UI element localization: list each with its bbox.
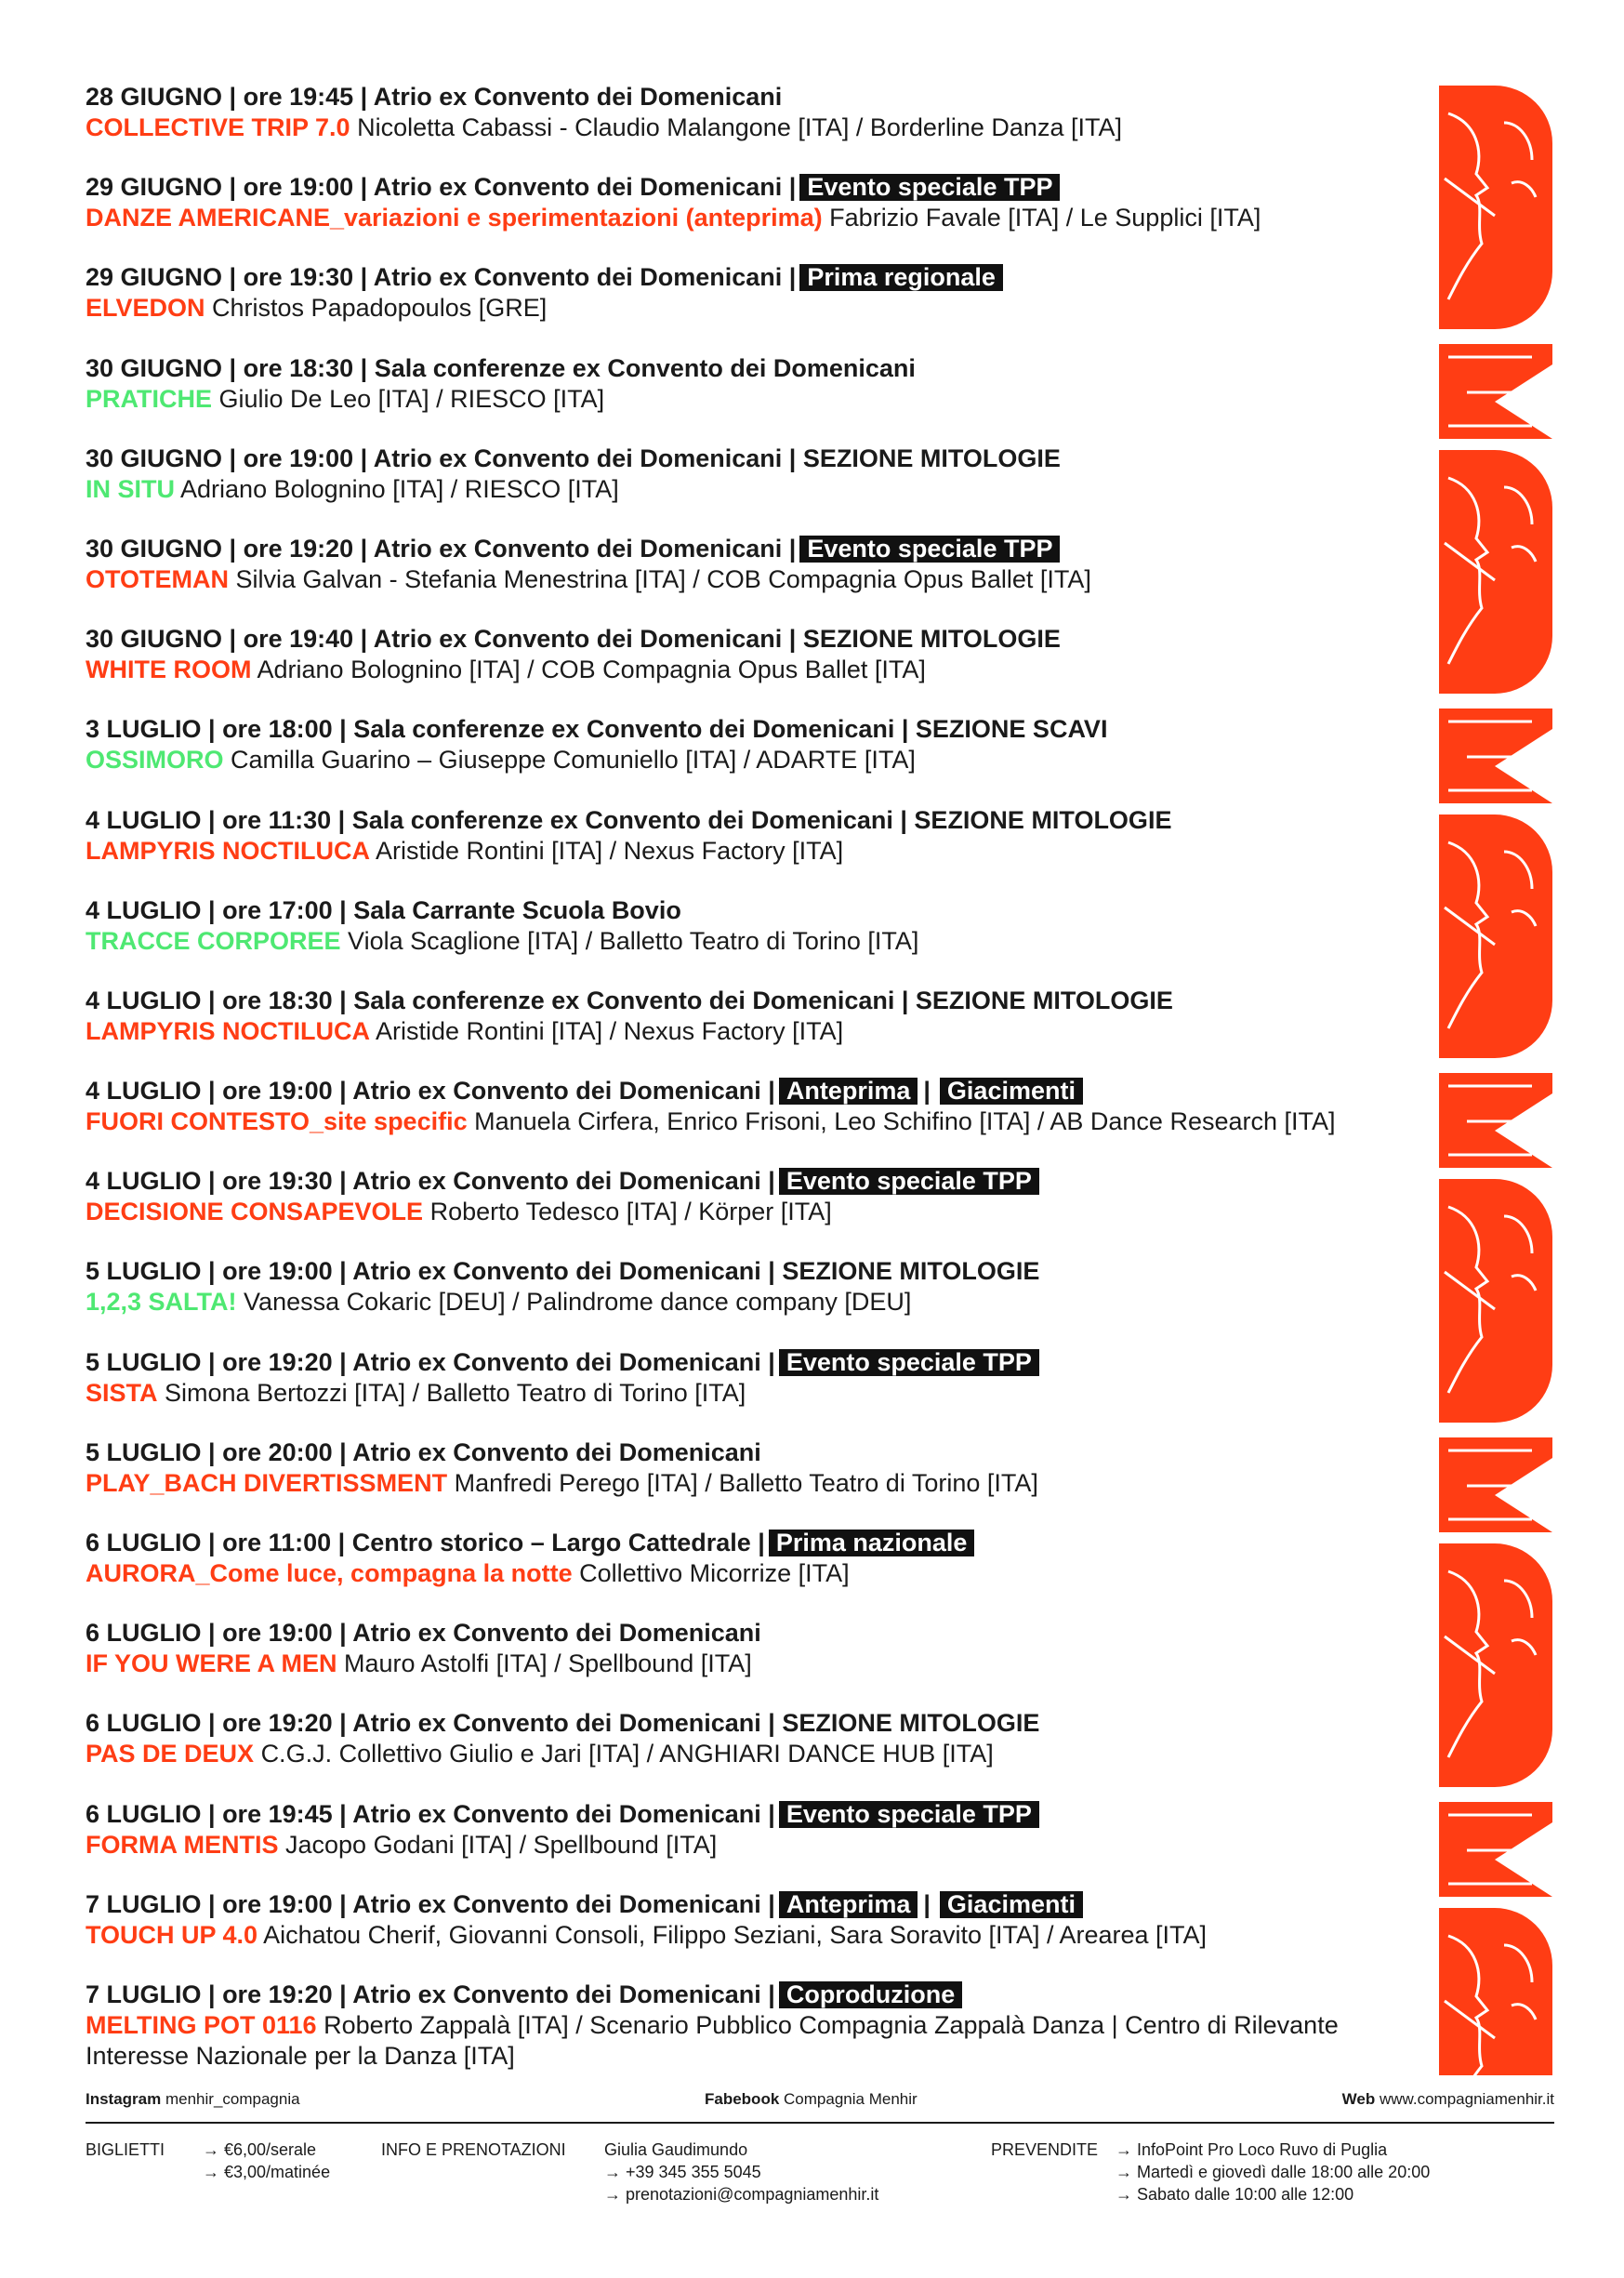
event-header <box>86 895 1433 926</box>
event-date-venue: 6 LUGLIO | ore 19:45 | Atrio ex Convento dei Domenicani | <box>86 1799 775 1828</box>
event-credits: Viola Scaglione [ITA] / Balletto Teatro di Torino [ITA] <box>348 926 919 955</box>
event-tag: Evento speciale TPP <box>799 536 1060 563</box>
event-tag: Giacimenti <box>940 1078 1083 1105</box>
event-details <box>86 1197 1433 1227</box>
prevendite-hours-saturday: → Sabato dalle 10:00 alle 12:00 <box>1116 2185 1354 2204</box>
event-title: LAMPYRIS NOCTILUCA <box>86 1016 370 1045</box>
facebook-contact[interactable] <box>705 2089 918 2110</box>
web-label: Web <box>1341 2090 1376 2108</box>
info-details <box>604 2139 878 2205</box>
event-item <box>86 624 1433 714</box>
event-details <box>86 203 1433 233</box>
event-tag: Evento speciale TPP <box>779 1168 1039 1195</box>
info-phone[interactable]: → +39 345 355 5045 <box>604 2163 761 2181</box>
event-details <box>86 1106 1433 1137</box>
event-header <box>86 172 1433 203</box>
event-credits: Camilla Guarino – Giuseppe Comuniello [ITA] / ADARTE [ITA] <box>231 746 916 775</box>
event-date-venue: 29 GIUGNO | ore 19:30 | Atrio ex Convento dei Domenicani | <box>86 263 797 292</box>
event-header <box>86 1889 1433 1920</box>
event-header <box>86 714 1433 745</box>
event-details <box>86 1830 1433 1861</box>
price-serale: → €6,00/serale <box>203 2140 317 2159</box>
event-date-venue: 7 LUGLIO | ore 19:20 | Atrio ex Convento dei Domenicani | <box>86 1980 775 2008</box>
footer-contacts <box>86 2089 1554 2126</box>
info-email[interactable]: → prenotazioni@compagniamenhir.it <box>604 2185 879 2204</box>
event-title: SISTA <box>86 1378 158 1407</box>
event-header <box>86 82 1433 113</box>
event-details <box>86 564 1433 595</box>
decorative-face-pattern <box>1439 86 1560 2075</box>
event-details <box>86 1558 1433 1589</box>
event-title: PRATICHE <box>86 384 213 413</box>
event-date-venue: 5 LUGLIO | ore 19:00 | Atrio ex Convento dei Domenicani | SEZIONE MITOLOGIE <box>86 1257 1040 1286</box>
event-item <box>86 172 1433 262</box>
event-date-venue: 5 LUGLIO | ore 20:00 | Atrio ex Convento dei Domenicani <box>86 1437 761 1466</box>
event-credits: Silvia Galvan - Stefania Menestrina [ITA] / COB Compagnia Opus Ballet [ITA] <box>235 564 1091 593</box>
face-arch-ornament <box>1439 815 1552 1168</box>
event-item <box>86 444 1433 534</box>
face-arch-ornament <box>1439 86 1552 439</box>
event-credits: C.G.J. Collettivo Giulio e Jari [ITA] / ANGHIARI DANCE HUB [ITA] <box>260 1740 994 1768</box>
tag-separator: | <box>923 1077 931 1106</box>
event-details <box>86 1468 1433 1499</box>
event-credits: Roberto Tedesco [ITA] / Körper [ITA] <box>429 1198 832 1226</box>
event-credits: Adriano Bolognino [ITA] / RIESCO [ITA] <box>180 474 619 503</box>
event-credits: Roberto Zappalà [ITA] / Scenario Pubblico Compagnia Zappalà Danza | Centro di Rilevante Interesse Nazionale per la Danza [ITA] <box>86 2010 1339 2070</box>
info-label: INFO E PRENOTAZIONI <box>381 2140 566 2159</box>
event-details <box>86 836 1433 867</box>
event-item <box>86 1618 1433 1708</box>
event-date-venue: 28 GIUGNO | ore 19:45 | Atrio ex Convento dei Domenicani <box>86 83 783 111</box>
facebook-label: Fabebook <box>705 2090 780 2108</box>
face-arch-ornament <box>1439 1179 1552 1532</box>
event-credits: Manuela Cirfera, Enrico Frisoni, Leo Schifino [ITA] / AB Dance Research [ITA] <box>474 1107 1336 1136</box>
event-credits: Simona Bertozzi [ITA] / Balletto Teatro di Torino [ITA] <box>165 1378 746 1407</box>
event-item <box>86 262 1433 352</box>
event-credits: Adriano Bolognino [ITA] / COB Compagnia Opus Ballet [ITA] <box>257 656 926 684</box>
event-header <box>86 1076 1433 1106</box>
event-item <box>86 1347 1433 1437</box>
event-credits: Aristide Rontini [ITA] / Nexus Factory [ITA] <box>376 1016 844 1045</box>
event-date-venue: 4 LUGLIO | ore 19:30 | Atrio ex Convento dei Domenicani | <box>86 1167 775 1196</box>
event-tag: Prima regionale <box>799 264 1003 291</box>
event-date-venue: 6 LUGLIO | ore 19:20 | Atrio ex Convento dei Domenicani | SEZIONE MITOLOGIE <box>86 1709 1040 1738</box>
event-title: OSSIMORO <box>86 746 224 775</box>
event-date-venue: 5 LUGLIO | ore 19:20 | Atrio ex Convento dei Domenicani | <box>86 1347 775 1376</box>
event-title: PLAY_BACH DIVERTISSMENT <box>86 1468 448 1497</box>
event-date-venue: 4 LUGLIO | ore 11:30 | Sala conferenze ex Convento dei Domenicani | SEZIONE MITOLOGIE <box>86 805 1172 834</box>
event-header <box>86 534 1433 564</box>
event-credits: Fabrizio Favale [ITA] / Le Supplici [ITA] <box>829 204 1261 232</box>
event-details <box>86 2010 1433 2072</box>
event-title: OTOTEMAN <box>86 564 229 593</box>
face-arch-ornament <box>1439 1908 1552 2075</box>
event-header <box>86 624 1433 655</box>
event-credits: Aristide Rontini [ITA] / Nexus Factory [ITA] <box>376 836 844 865</box>
event-title: AURORA_Come luce, compagna la notte <box>86 1559 573 1587</box>
info-name: Giulia Gaudimundo <box>604 2140 748 2159</box>
event-date-venue: 30 GIUGNO | ore 19:40 | Atrio ex Convento dei Domenicani | SEZIONE MITOLOGIE <box>86 625 1061 654</box>
event-details <box>86 293 1433 324</box>
event-title: COLLECTIVE TRIP 7.0 <box>86 113 350 141</box>
event-details <box>86 1649 1433 1679</box>
event-details <box>86 655 1433 685</box>
event-item <box>86 1980 1433 2070</box>
event-details <box>86 926 1433 957</box>
event-credits: Giulio De Leo [ITA] / RIESCO [ITA] <box>218 384 605 413</box>
event-title: DECISIONE CONSAPEVOLE <box>86 1198 424 1226</box>
event-credits: Jacopo Godani [ITA] / Spellbound [ITA] <box>285 1830 718 1859</box>
event-title: FORMA MENTIS <box>86 1830 279 1859</box>
event-header <box>86 1437 1433 1468</box>
event-title: ELVEDON <box>86 294 205 323</box>
event-credits: Christos Papadopoulos [GRE] <box>212 294 548 323</box>
event-title: 1,2,3 SALTA! <box>86 1288 237 1317</box>
event-details <box>86 1920 1433 1951</box>
event-date-venue: 4 LUGLIO | ore 18:30 | Sala conferenze ex Convento dei Domenicani | SEZIONE MITOLOGIE <box>86 986 1173 1014</box>
event-item <box>86 714 1433 804</box>
event-header <box>86 1799 1433 1830</box>
event-item <box>86 1799 1433 1889</box>
event-item <box>86 805 1433 895</box>
event-tag: Giacimenti <box>940 1891 1083 1918</box>
biglietti-label: BIGLIETTI <box>86 2140 165 2159</box>
prevendite-location: → InfoPoint Pro Loco Ruvo di Puglia <box>1116 2140 1388 2159</box>
tag-separator: | <box>923 1889 931 1918</box>
event-details <box>86 745 1433 775</box>
prevendite-label: PREVENDITE <box>991 2140 1099 2159</box>
event-tag: Prima nazionale <box>769 1530 975 1556</box>
event-title: IF YOU WERE A MEN <box>86 1649 337 1678</box>
footer-divider <box>86 2122 1554 2124</box>
event-date-venue: 4 LUGLIO | ore 19:00 | Atrio ex Convento dei Domenicani | <box>86 1077 775 1106</box>
event-item <box>86 1708 1433 1798</box>
face-arch-ornament <box>1439 450 1552 803</box>
event-item <box>86 1166 1433 1256</box>
event-details <box>86 1378 1433 1409</box>
event-details <box>86 113 1433 143</box>
face-arch-ornament <box>1439 1543 1552 1897</box>
web-contact[interactable] <box>1342 2089 1554 2110</box>
instagram-label: Instagram <box>86 2090 162 2108</box>
event-item <box>86 82 1433 172</box>
event-credits: Aichatou Cherif, Giovanni Consoli, Filippo Seziani, Sara Soravito [ITA] / Arearea [ITA] <box>263 1920 1208 1949</box>
facebook-page: Compagnia Menhir <box>784 2090 918 2108</box>
event-credits: Nicoletta Cabassi - Claudio Malangone [ITA] / Borderline Danza [ITA] <box>357 113 1122 141</box>
event-title: TOUCH UP 4.0 <box>86 1920 258 1949</box>
event-credits: Collettivo Micorrize [ITA] <box>579 1559 850 1587</box>
event-title: WHITE ROOM <box>86 656 252 684</box>
event-date-venue: 29 GIUGNO | ore 19:00 | Atrio ex Convento dei Domenicani | <box>86 173 797 202</box>
event-title: DANZE AMERICANE_variazioni e sperimentazioni (anteprima) <box>86 204 823 232</box>
event-tag: Coproduzione <box>779 1981 962 2008</box>
event-tag: Evento speciale TPP <box>799 174 1060 201</box>
event-item <box>86 1256 1433 1346</box>
event-date-venue: 30 GIUGNO | ore 19:20 | Atrio ex Convento dei Domenicani | <box>86 534 797 563</box>
event-title: IN SITU <box>86 474 176 503</box>
event-item <box>86 1437 1433 1528</box>
event-header <box>86 353 1433 384</box>
event-header <box>86 986 1433 1016</box>
event-details <box>86 474 1433 505</box>
event-date-venue: 3 LUGLIO | ore 18:00 | Sala conferenze ex Convento dei Domenicani | SEZIONE SCAVI <box>86 715 1108 744</box>
event-credits: Vanessa Cokaric [DEU] / Palindrome dance company [DEU] <box>244 1288 912 1317</box>
event-header <box>86 1980 1433 2010</box>
event-credits: Mauro Astolfi [ITA] / Spellbound [ITA] <box>344 1649 752 1678</box>
event-header <box>86 805 1433 836</box>
event-details <box>86 1016 1433 1047</box>
event-header <box>86 1618 1433 1649</box>
event-details <box>86 1287 1433 1318</box>
event-header <box>86 1528 1433 1558</box>
event-details <box>86 1739 1433 1769</box>
event-header <box>86 262 1433 293</box>
event-header <box>86 1256 1433 1287</box>
event-tag: Anteprima <box>779 1891 918 1918</box>
event-date-venue: 6 LUGLIO | ore 19:00 | Atrio ex Convento dei Domenicani <box>86 1619 761 1648</box>
event-item <box>86 353 1433 444</box>
event-item <box>86 895 1433 986</box>
event-date-venue: 7 LUGLIO | ore 19:00 | Atrio ex Convento dei Domenicani | <box>86 1889 775 1918</box>
event-item <box>86 1528 1433 1618</box>
price-matinee: → €3,00/matinée <box>203 2163 331 2181</box>
event-title: FUORI CONTESTO_site specific <box>86 1107 468 1136</box>
instagram-handle: menhir_compagnia <box>165 2090 300 2108</box>
event-tag: Anteprima <box>779 1078 918 1105</box>
event-header <box>86 444 1433 474</box>
event-header <box>86 1708 1433 1739</box>
event-date-venue: 4 LUGLIO | ore 17:00 | Sala Carrante Scuola Bovio <box>86 895 681 924</box>
event-tag: Evento speciale TPP <box>779 1801 1039 1828</box>
event-title: MELTING POT 0116 <box>86 2010 317 2039</box>
event-credits: Manfredi Perego [ITA] / Balletto Teatro di Torino [ITA] <box>454 1468 1038 1497</box>
event-list <box>86 82 1433 2070</box>
event-item <box>86 1076 1433 1166</box>
event-title: TRACCE CORPOREE <box>86 926 341 955</box>
event-item <box>86 1889 1433 1980</box>
event-date-venue: 30 GIUGNO | ore 18:30 | Sala conferenze ex Convento dei Domenicani <box>86 353 916 382</box>
prevendite-details <box>1116 2139 1430 2205</box>
event-details <box>86 384 1433 415</box>
event-header <box>86 1166 1433 1197</box>
event-title: LAMPYRIS NOCTILUCA <box>86 836 370 865</box>
prevendite-hours-weekday: → Martedì e giovedì dalle 18:00 alle 20:00 <box>1116 2163 1431 2181</box>
event-tag: Evento speciale TPP <box>779 1349 1039 1376</box>
event-item <box>86 986 1433 1076</box>
web-url: www.compagniamenhir.it <box>1379 2090 1554 2108</box>
event-header <box>86 1347 1433 1378</box>
event-date-venue: 6 LUGLIO | ore 11:00 | Centro storico – Largo Cattedrale | <box>86 1529 765 1556</box>
event-item <box>86 534 1433 624</box>
biglietti-prices <box>203 2139 330 2183</box>
event-date-venue: 30 GIUGNO | ore 19:00 | Atrio ex Convento dei Domenicani | SEZIONE MITOLOGIE <box>86 444 1061 472</box>
event-title: PAS DE DEUX <box>86 1740 255 1768</box>
instagram-contact[interactable] <box>86 2089 300 2110</box>
